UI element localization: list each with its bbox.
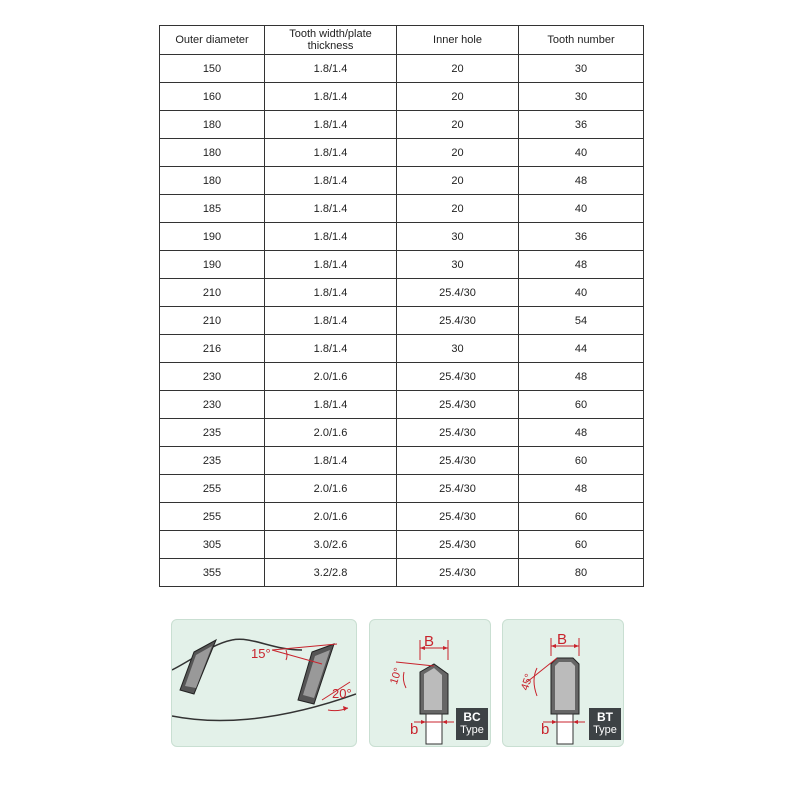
cell-tooth-number: 60 bbox=[519, 391, 644, 419]
cell-tooth-width: 1.8/1.4 bbox=[265, 55, 397, 83]
cell-inner-hole: 20 bbox=[397, 55, 519, 83]
bt-badge-code: BT bbox=[597, 710, 613, 724]
cell-tooth-number: 44 bbox=[519, 335, 644, 363]
bt-type-panel bbox=[502, 619, 624, 747]
table-row bbox=[160, 391, 644, 419]
bc-type-badge bbox=[456, 708, 488, 740]
bt-angle-label: 45° bbox=[519, 672, 536, 692]
cell-tooth-width: 1.8/1.4 bbox=[265, 307, 397, 335]
cell-inner-hole: 25.4/30 bbox=[397, 503, 519, 531]
table-row bbox=[160, 559, 644, 587]
cell-inner-hole: 25.4/30 bbox=[397, 419, 519, 447]
cell-tooth-number: 30 bbox=[519, 83, 644, 111]
cell-tooth-width: 3.2/2.8 bbox=[265, 559, 397, 587]
table-header-row bbox=[160, 26, 644, 55]
table-body bbox=[160, 55, 644, 587]
cell-tooth-number: 30 bbox=[519, 55, 644, 83]
cell-tooth-width: 1.8/1.4 bbox=[265, 167, 397, 195]
cell-tooth-width: 2.0/1.6 bbox=[265, 503, 397, 531]
tooth-angle-panel bbox=[171, 619, 357, 747]
cell-tooth-width: 1.8/1.4 bbox=[265, 447, 397, 475]
table-row bbox=[160, 475, 644, 503]
angle-bottom-label: 20° bbox=[332, 686, 352, 701]
cell-tooth-number: 54 bbox=[519, 307, 644, 335]
cell-inner-hole: 30 bbox=[397, 251, 519, 279]
bc-type-panel bbox=[369, 619, 491, 747]
cell-inner-hole: 25.4/30 bbox=[397, 391, 519, 419]
table-row bbox=[160, 55, 644, 83]
cell-outer-diameter: 210 bbox=[160, 307, 265, 335]
cell-tooth-number: 60 bbox=[519, 503, 644, 531]
cell-outer-diameter: 210 bbox=[160, 279, 265, 307]
cell-tooth-width: 1.8/1.4 bbox=[265, 223, 397, 251]
table-row bbox=[160, 279, 644, 307]
cell-outer-diameter: 230 bbox=[160, 391, 265, 419]
table-row bbox=[160, 83, 644, 111]
cell-tooth-number: 48 bbox=[519, 167, 644, 195]
cell-inner-hole: 20 bbox=[397, 167, 519, 195]
cell-outer-diameter: 255 bbox=[160, 475, 265, 503]
cell-inner-hole: 20 bbox=[397, 111, 519, 139]
cell-tooth-width: 1.8/1.4 bbox=[265, 111, 397, 139]
cell-tooth-width: 1.8/1.4 bbox=[265, 391, 397, 419]
cell-inner-hole: 30 bbox=[397, 335, 519, 363]
cell-tooth-number: 48 bbox=[519, 475, 644, 503]
table-row bbox=[160, 419, 644, 447]
cell-outer-diameter: 190 bbox=[160, 223, 265, 251]
cell-inner-hole: 25.4/30 bbox=[397, 307, 519, 335]
bt-type-badge bbox=[589, 708, 621, 740]
header-tooth-number: Tooth number bbox=[519, 26, 644, 55]
cell-tooth-number: 36 bbox=[519, 223, 644, 251]
cell-outer-diameter: 190 bbox=[160, 251, 265, 279]
table-row bbox=[160, 195, 644, 223]
cell-inner-hole: 25.4/30 bbox=[397, 447, 519, 475]
cell-outer-diameter: 180 bbox=[160, 111, 265, 139]
cell-tooth-width: 2.0/1.6 bbox=[265, 363, 397, 391]
table-row bbox=[160, 503, 644, 531]
cell-tooth-width: 1.8/1.4 bbox=[265, 195, 397, 223]
cell-outer-diameter: 230 bbox=[160, 363, 265, 391]
bc-body-label: b bbox=[410, 721, 419, 738]
bc-badge-code: BC bbox=[463, 710, 481, 724]
cell-tooth-width: 2.0/1.6 bbox=[265, 419, 397, 447]
spec-table bbox=[159, 25, 644, 587]
table-row bbox=[160, 447, 644, 475]
cell-outer-diameter: 180 bbox=[160, 167, 265, 195]
cell-tooth-width: 1.8/1.4 bbox=[265, 251, 397, 279]
cell-tooth-number: 36 bbox=[519, 111, 644, 139]
cell-tooth-width: 1.8/1.4 bbox=[265, 279, 397, 307]
cell-inner-hole: 20 bbox=[397, 195, 519, 223]
cell-outer-diameter: 150 bbox=[160, 55, 265, 83]
bc-width-label: B bbox=[424, 633, 435, 650]
cell-tooth-number: 48 bbox=[519, 419, 644, 447]
table-row bbox=[160, 111, 644, 139]
header-outer-diameter: Outer diameter bbox=[160, 26, 265, 55]
cell-inner-hole: 20 bbox=[397, 83, 519, 111]
cell-outer-diameter: 216 bbox=[160, 335, 265, 363]
table-row bbox=[160, 223, 644, 251]
table-row bbox=[160, 335, 644, 363]
cell-outer-diameter: 180 bbox=[160, 139, 265, 167]
header-inner-hole: Inner hole bbox=[397, 26, 519, 55]
cell-tooth-width: 1.8/1.4 bbox=[265, 83, 397, 111]
table-row bbox=[160, 139, 644, 167]
table-row bbox=[160, 167, 644, 195]
bt-body-label: b bbox=[541, 721, 550, 738]
table-row bbox=[160, 307, 644, 335]
cell-tooth-number: 48 bbox=[519, 251, 644, 279]
cell-outer-diameter: 185 bbox=[160, 195, 265, 223]
bt-width-label: B bbox=[557, 631, 568, 648]
cell-inner-hole: 25.4/30 bbox=[397, 279, 519, 307]
tooth-angle-diagram bbox=[172, 620, 356, 746]
angle-top-label: 15° bbox=[251, 646, 271, 661]
cell-tooth-number: 60 bbox=[519, 531, 644, 559]
cell-inner-hole: 25.4/30 bbox=[397, 475, 519, 503]
bc-angle-label: 10° bbox=[388, 666, 405, 686]
bc-badge-type: Type bbox=[460, 724, 484, 736]
cell-outer-diameter: 355 bbox=[160, 559, 265, 587]
cell-outer-diameter: 235 bbox=[160, 419, 265, 447]
cell-inner-hole: 20 bbox=[397, 139, 519, 167]
table-row bbox=[160, 531, 644, 559]
cell-inner-hole: 25.4/30 bbox=[397, 363, 519, 391]
cell-tooth-width: 2.0/1.6 bbox=[265, 475, 397, 503]
cell-inner-hole: 25.4/30 bbox=[397, 531, 519, 559]
table-row bbox=[160, 251, 644, 279]
cell-tooth-number: 40 bbox=[519, 195, 644, 223]
cell-tooth-width: 1.8/1.4 bbox=[265, 335, 397, 363]
cell-tooth-number: 60 bbox=[519, 447, 644, 475]
header-tooth-width: Tooth width/plate thickness bbox=[265, 26, 397, 55]
cell-outer-diameter: 235 bbox=[160, 447, 265, 475]
cell-tooth-number: 40 bbox=[519, 139, 644, 167]
cell-tooth-width: 1.8/1.4 bbox=[265, 139, 397, 167]
cell-outer-diameter: 305 bbox=[160, 531, 265, 559]
cell-inner-hole: 30 bbox=[397, 223, 519, 251]
cell-outer-diameter: 160 bbox=[160, 83, 265, 111]
cell-tooth-number: 40 bbox=[519, 279, 644, 307]
cell-outer-diameter: 255 bbox=[160, 503, 265, 531]
cell-inner-hole: 25.4/30 bbox=[397, 559, 519, 587]
cell-tooth-width: 3.0/2.6 bbox=[265, 531, 397, 559]
bt-badge-type: Type bbox=[593, 724, 617, 736]
cell-tooth-number: 48 bbox=[519, 363, 644, 391]
cell-tooth-number: 80 bbox=[519, 559, 644, 587]
table-row bbox=[160, 363, 644, 391]
